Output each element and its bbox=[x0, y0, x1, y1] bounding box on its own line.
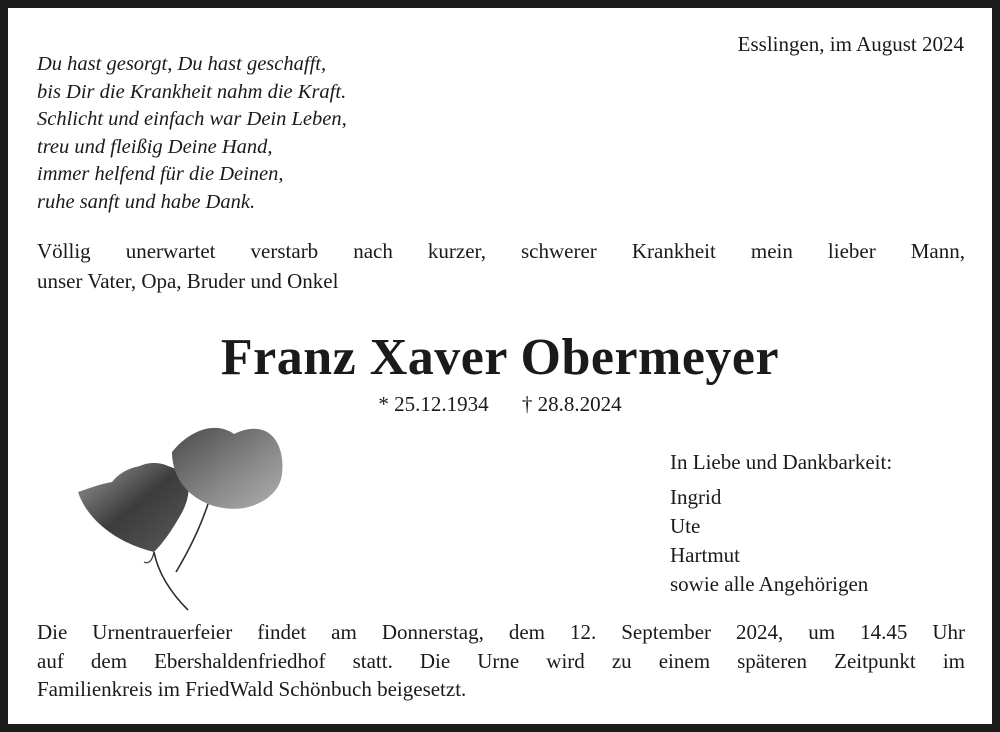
mourner-name: Ute bbox=[670, 514, 701, 538]
mourner-name: Ingrid bbox=[670, 485, 722, 509]
death-date: † 28.8.2024 bbox=[521, 392, 622, 416]
mourner-name: Hartmut bbox=[670, 543, 740, 567]
mourner-name: sowie alle Angehörigen bbox=[670, 572, 869, 596]
ceremony-line: Familienkreis im FriedWald Schönbuch beigesetzt. bbox=[37, 677, 467, 702]
intro-text bbox=[37, 236, 965, 296]
ginkgo-leaf-right bbox=[172, 428, 283, 509]
ceremony-text bbox=[37, 618, 965, 704]
ceremony-line: auf dem Ebershaldenfriedhof statt. Die Urne wird zu einem späteren Zeitpunkt im bbox=[37, 648, 965, 673]
poem-line: treu und fleißig Deine Hand, bbox=[37, 135, 273, 158]
poem-line: ruhe sanft und habe Dank. bbox=[37, 190, 256, 213]
ginkgo-leaf-left bbox=[78, 463, 189, 552]
poem-line: Schlicht und einfach war Dein Leben, bbox=[37, 108, 347, 131]
poem-line: bis Dir die Krankheit nahm die Kraft. bbox=[37, 80, 347, 103]
ginkgo-leaves-icon bbox=[68, 412, 298, 612]
deceased-name: Franz Xaver Obermeyer bbox=[220, 329, 780, 386]
poem-line: Du hast gesorgt, Du hast geschafft, bbox=[37, 53, 327, 75]
place-date: Esslingen, im August 2024 bbox=[737, 32, 964, 56]
birth-date: * 25.12.1934 bbox=[378, 392, 489, 416]
poem bbox=[37, 51, 457, 217]
ceremony-line: Die Urnentrauerfeier findet am Donnerstag, dem 12. September 2024, um 14.45 Uhr bbox=[37, 620, 965, 644]
poem-line: immer helfend für die Deinen, bbox=[37, 163, 284, 186]
obituary-notice bbox=[8, 8, 992, 724]
intro-line: unser Vater, Opa, Bruder und Onkel bbox=[37, 269, 339, 293]
mourners-block bbox=[670, 448, 892, 599]
intro-line: Völlig unerwartet verstarb nach kurzer, schwerer Krankheit mein lieber Mann, bbox=[37, 239, 965, 263]
mourners-heading: In Liebe und Dankbarkeit: bbox=[670, 450, 893, 474]
